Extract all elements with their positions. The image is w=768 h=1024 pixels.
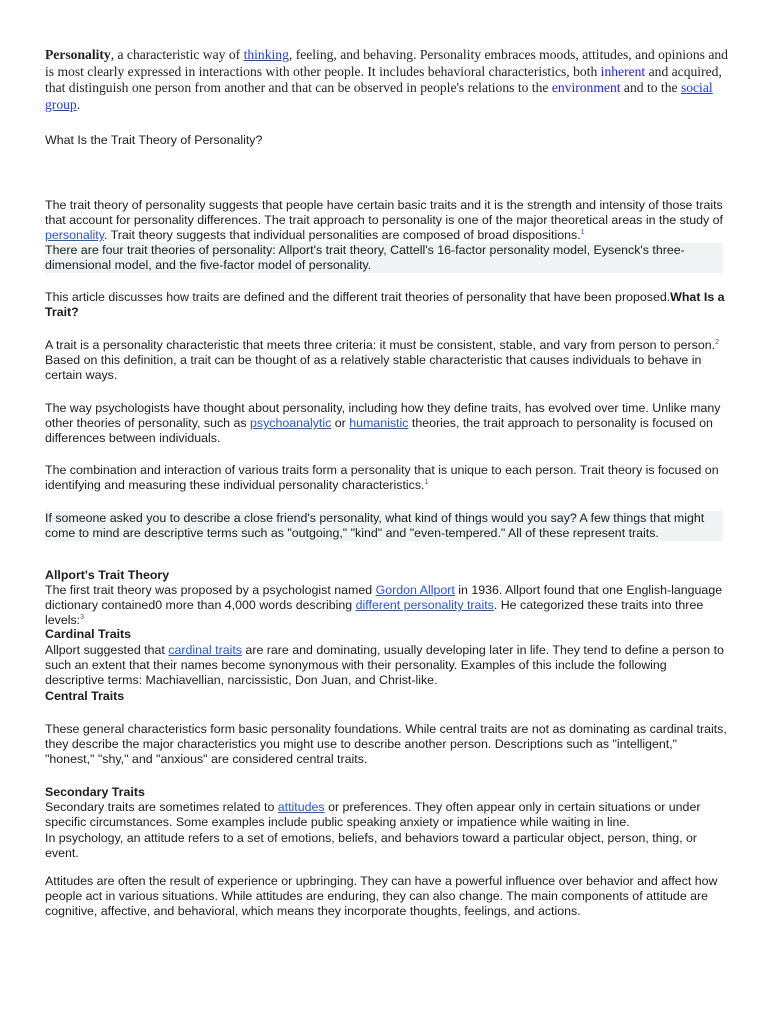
- link-inherent[interactable]: inherent: [600, 63, 646, 79]
- link-psychoanalytic[interactable]: psychoanalytic: [250, 416, 332, 430]
- cardinal-paragraph: [45, 643, 728, 688]
- paragraph-text: in 1936. Allport found that one English-language dictionary contained0 more than 4,000 words describing: [45, 583, 723, 612]
- paragraph-text: . Trait theory suggests that individual personalities are composed of broad dispositions.: [104, 228, 581, 242]
- article-intro-paragraph: [45, 290, 728, 320]
- central-heading: Central Traits: [45, 689, 125, 703]
- four-theories-paragraph: There are four trait theories of personality: Allport's trait theory, Cattell's 16-factor personality model, Eysenck's three-dimensional model, and the five-factor model of personality.: [45, 243, 723, 273]
- paragraph-text: are rare and dominating, usually developing later in life. They tend to define a person to such an extent that their names become synonymous with their personality. Examples of this include the following descriptive terms: Machiavellian, narcissistic, Don Juan, and Christ-like.: [45, 643, 724, 687]
- intro-text: and acquired, that distinguish one person from another and that can be observed in people's relations to the: [45, 63, 722, 95]
- intro-text: , feeling, and behaving. Personality embraces moods, attitudes, and opinions and is most clearly expressed in interactions with other people. It includes behavioral characteristics, both: [45, 47, 728, 79]
- secondary-heading: Secondary Traits: [45, 785, 145, 799]
- paragraph-text: The combination and interaction of various traits form a personality that is unique to each person. Trait theory is focused on identifying and measuring these individual personality characteristics.: [45, 463, 719, 492]
- paragraph-text: The first trait theory was proposed by a psychologist named: [45, 583, 376, 597]
- intro-paragraph: [45, 47, 728, 113]
- footnote-1b[interactable]: 1: [424, 478, 429, 486]
- intro-text: and to the: [620, 80, 681, 95]
- trait-theory-paragraph: [45, 198, 728, 243]
- paragraph-text: A trait is a personality characteristic that meets three criteria: it must be consistent, stable, and vary from person to person.: [45, 338, 716, 352]
- paragraph-text: . He categorized these traits into three levels:: [45, 598, 704, 627]
- footnote-2[interactable]: 2: [715, 338, 719, 346]
- cardinal-heading: Cardinal Traits: [45, 627, 132, 641]
- link-humanistic[interactable]: humanistic: [349, 416, 409, 430]
- trait-definition-paragraph: [45, 338, 728, 383]
- term-personality: Personality: [45, 47, 111, 62]
- central-paragraph: These general characteristics form basic personality foundations. While central traits are not as dominating as cardinal traits, they describe the major characteristics you might use to describe another person. Descriptions such as "intelligent," "honest," "shy," and "anxious" are considered central traits.: [45, 722, 727, 766]
- link-environment[interactable]: environment: [551, 80, 621, 95]
- paragraph-text: The trait theory of personality suggests that people have certain basic traits and it is the strength and intensity of those traits that account for personality differences. The trait approach to personality is one of the major theoretical areas in the study of: [45, 198, 723, 227]
- link-attitudes[interactable]: attitudes: [277, 800, 325, 814]
- allport-paragraph: [45, 583, 728, 628]
- combination-paragraph: [45, 463, 728, 493]
- link-cardinal-traits[interactable]: cardinal traits: [168, 643, 242, 657]
- paragraph-text: or preferences. They often appear only in certain situations or under specific circumstances. Some examples include public speaking anxiety or impatience while waiting in line.: [45, 800, 701, 829]
- paragraph-text: theories, the trait approach to personality is focused on differences between individuals.: [45, 416, 713, 445]
- paragraph-text: Based on this definition, a trait can be thought of as a relatively stable characteristic that causes individuals to behave in certain ways.: [45, 353, 702, 382]
- link-social-group[interactable]: social group: [45, 80, 713, 112]
- paragraph-text: Allport suggested that: [45, 643, 169, 657]
- footnote-1[interactable]: 1: [580, 228, 585, 236]
- secondary-paragraph: [45, 800, 728, 830]
- link-thinking[interactable]: thinking: [243, 47, 289, 62]
- intro-text: .: [76, 96, 81, 112]
- link-personality[interactable]: personality: [45, 228, 105, 242]
- paragraph-text: Secondary traits are sometimes related to: [45, 800, 278, 814]
- section-question: What Is the Trait Theory of Personality?: [45, 133, 263, 147]
- paragraph-text: The way psychologists have thought about personality, including how they define traits, has evolved over time. Unlike many other theories of personality, such as: [45, 401, 721, 430]
- friend-personality-paragraph: If someone asked you to describe a close friend's personality, what kind of things would you say? A few things that might come to mind are descriptive terms such as "outgoing," "kind" and "even-tempered." All of these represent traits.: [45, 511, 723, 541]
- intro-text: , a characteristic way of: [110, 47, 244, 62]
- paragraph-text: This article discusses how traits are defined and the different trait theories of personality that have been proposed.: [45, 290, 671, 304]
- link-different-personality-traits[interactable]: different personality traits: [355, 598, 494, 612]
- allport-heading: Allport's Trait Theory: [45, 568, 170, 582]
- attitudes-paragraph: Attitudes are often the result of experience or upbringing. They can have a powerful influence over behavior and affect how people act in various situations. While attitudes are enduring, they can also change. The main components of attitude are cognitive, affective, and behavioral, which means they incorporate thoughts, feelings, and actions.: [45, 874, 718, 918]
- psychologists-paragraph: [45, 401, 728, 446]
- paragraph-text: or: [331, 416, 350, 430]
- attitude-definition-paragraph: In psychology, an attitude refers to a set of emotions, beliefs, and behaviors toward a particular object, person, thing, or event.: [45, 831, 698, 860]
- what-is-trait-heading: What Is a Trait?: [45, 290, 725, 319]
- footnote-3[interactable]: 3: [80, 613, 85, 621]
- link-gordon-allport[interactable]: Gordon Allport: [375, 583, 455, 597]
